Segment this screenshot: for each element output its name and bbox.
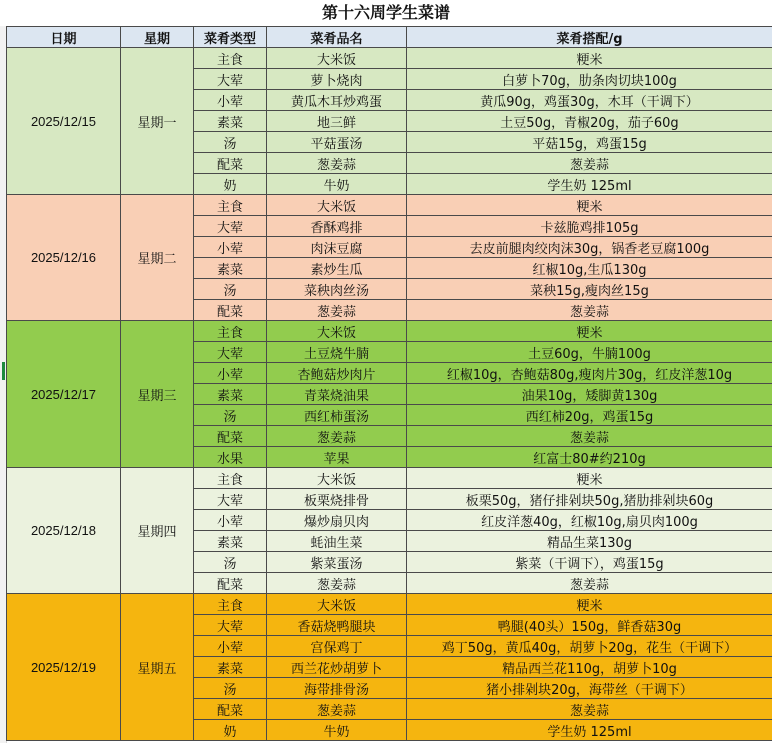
dish-name-cell[interactable]: 土豆烧牛腩 bbox=[267, 342, 407, 363]
dish-name-cell[interactable]: 牛奶 bbox=[267, 174, 407, 195]
dish-name-cell[interactable]: 黄瓜木耳炒鸡蛋 bbox=[267, 90, 407, 111]
ingredients-cell[interactable]: 红椒10g，杏鲍菇80g,瘦肉片30g，红皮洋葱10g bbox=[407, 363, 772, 384]
ingredients-cell[interactable]: 鸡丁50g，黄瓜40g，胡萝卜20g，花生（干调下） bbox=[407, 636, 772, 657]
dish-type-cell[interactable]: 大荤 bbox=[194, 615, 267, 636]
ingredients-cell[interactable]: 粳米 bbox=[407, 195, 772, 216]
dish-name-cell[interactable]: 地三鲜 bbox=[267, 111, 407, 132]
header-date[interactable]: 日期 bbox=[7, 27, 121, 48]
dish-name-cell[interactable]: 大米饭 bbox=[267, 48, 407, 69]
dish-name-cell[interactable]: 葱姜蒜 bbox=[267, 300, 407, 321]
dish-name-cell[interactable]: 大米饭 bbox=[267, 321, 407, 342]
table-row bbox=[7, 195, 772, 216]
ingredients-cell[interactable]: 鸭腿(40头）150g，鲜香菇30g bbox=[407, 615, 772, 636]
dish-name-cell[interactable]: 苹果 bbox=[267, 447, 407, 468]
ingredients-cell[interactable]: 红富士80#约210g bbox=[407, 447, 772, 468]
menu-table bbox=[6, 26, 772, 741]
date-cell[interactable]: 2025/12/17 bbox=[7, 321, 121, 468]
dish-name-cell[interactable]: 杏鲍菇炒肉片 bbox=[267, 363, 407, 384]
dish-type-cell[interactable]: 配菜 bbox=[194, 699, 267, 720]
dish-name-cell[interactable]: 肉沫豆腐 bbox=[267, 237, 407, 258]
dish-type-cell[interactable]: 奶 bbox=[194, 720, 267, 741]
ingredients-cell[interactable]: 学生奶 125ml bbox=[407, 174, 772, 195]
dish-type-cell[interactable]: 素菜 bbox=[194, 531, 267, 552]
ingredients-cell[interactable]: 精品西兰花110g，胡萝卜10g bbox=[407, 657, 772, 678]
ingredients-cell[interactable]: 菜秧15g,瘦肉丝15g bbox=[407, 279, 772, 300]
dish-type-cell[interactable]: 汤 bbox=[194, 405, 267, 426]
ingredients-cell[interactable]: 红皮洋葱40g，红椒10g,扇贝肉100g bbox=[407, 510, 772, 531]
dish-name-cell[interactable]: 宫保鸡丁 bbox=[267, 636, 407, 657]
dish-type-cell[interactable]: 主食 bbox=[194, 48, 267, 69]
header-dish-type[interactable]: 菜肴类型 bbox=[194, 27, 267, 48]
header-weekday[interactable]: 星期 bbox=[121, 27, 194, 48]
dish-name-cell[interactable]: 素炒生瓜 bbox=[267, 258, 407, 279]
dish-type-cell[interactable]: 水果 bbox=[194, 447, 267, 468]
ingredients-cell[interactable]: 粳米 bbox=[407, 594, 772, 615]
dish-type-cell[interactable]: 大荤 bbox=[194, 489, 267, 510]
ingredients-cell[interactable]: 白萝卜70g，肋条肉切块100g bbox=[407, 69, 772, 90]
dish-name-cell[interactable]: 葱姜蒜 bbox=[267, 573, 407, 594]
dish-name-cell[interactable]: 葱姜蒜 bbox=[267, 699, 407, 720]
ingredients-cell[interactable]: 平菇15g，鸡蛋15g bbox=[407, 132, 772, 153]
dish-name-cell[interactable]: 大米饭 bbox=[267, 594, 407, 615]
dish-type-cell[interactable]: 主食 bbox=[194, 594, 267, 615]
dish-type-cell[interactable]: 汤 bbox=[194, 132, 267, 153]
table-row bbox=[7, 48, 772, 69]
menu-body bbox=[7, 48, 772, 741]
ingredients-cell[interactable]: 葱姜蒜 bbox=[407, 573, 772, 594]
ingredients-cell[interactable]: 粳米 bbox=[407, 468, 772, 489]
ingredients-cell[interactable]: 粳米 bbox=[407, 48, 772, 69]
dish-name-cell[interactable]: 青菜烧油果 bbox=[267, 384, 407, 405]
dish-type-cell[interactable]: 主食 bbox=[194, 195, 267, 216]
ingredients-cell[interactable]: 葱姜蒜 bbox=[407, 300, 772, 321]
dish-type-cell[interactable]: 素菜 bbox=[194, 384, 267, 405]
ingredients-cell[interactable]: 油果10g，矮脚黄130g bbox=[407, 384, 772, 405]
dish-name-cell[interactable]: 香酥鸡排 bbox=[267, 216, 407, 237]
ingredients-cell[interactable]: 板栗50g，猪仔排剁块50g,猪肋排剁块60g bbox=[407, 489, 772, 510]
ingredients-cell[interactable]: 精品生菜130g bbox=[407, 531, 772, 552]
dish-name-cell[interactable]: 爆炒扇贝肉 bbox=[267, 510, 407, 531]
ingredients-cell[interactable]: 紫菜（干调下），鸡蛋15g bbox=[407, 552, 772, 573]
dish-type-cell[interactable]: 小荤 bbox=[194, 363, 267, 384]
ingredients-cell[interactable]: 土豆60g，牛腩100g bbox=[407, 342, 772, 363]
dish-name-cell[interactable]: 牛奶 bbox=[267, 720, 407, 741]
dish-name-cell[interactable]: 葱姜蒜 bbox=[267, 153, 407, 174]
dish-name-cell[interactable]: 西红柿蛋汤 bbox=[267, 405, 407, 426]
date-cell[interactable]: 2025/12/15 bbox=[7, 48, 121, 195]
dish-name-cell[interactable]: 葱姜蒜 bbox=[267, 426, 407, 447]
dish-name-cell[interactable]: 蚝油生菜 bbox=[267, 531, 407, 552]
date-cell[interactable]: 2025/12/16 bbox=[7, 195, 121, 321]
ingredients-cell[interactable]: 西红柿20g，鸡蛋15g bbox=[407, 405, 772, 426]
dish-type-cell[interactable]: 小荤 bbox=[194, 237, 267, 258]
ingredients-cell[interactable]: 葱姜蒜 bbox=[407, 699, 772, 720]
ingredients-cell[interactable]: 猪小排剁块20g，海带丝（干调下） bbox=[407, 678, 772, 699]
weekday-cell[interactable]: 星期一 bbox=[121, 48, 194, 195]
dish-type-cell[interactable]: 大荤 bbox=[194, 216, 267, 237]
dish-type-cell[interactable]: 小荤 bbox=[194, 636, 267, 657]
dish-name-cell[interactable]: 大米饭 bbox=[267, 195, 407, 216]
weekday-cell[interactable]: 星期五 bbox=[121, 594, 194, 741]
date-cell[interactable]: 2025/12/18 bbox=[7, 468, 121, 594]
dish-type-cell[interactable]: 小荤 bbox=[194, 90, 267, 111]
dish-name-cell[interactable]: 板栗烧排骨 bbox=[267, 489, 407, 510]
dish-name-cell[interactable]: 西兰花炒胡萝卜 bbox=[267, 657, 407, 678]
dish-name-cell[interactable]: 大米饭 bbox=[267, 468, 407, 489]
dish-type-cell[interactable]: 汤 bbox=[194, 552, 267, 573]
dish-type-cell[interactable]: 素菜 bbox=[194, 657, 267, 678]
dish-type-cell[interactable]: 奶 bbox=[194, 174, 267, 195]
table-row bbox=[7, 321, 772, 342]
dish-type-cell[interactable]: 大荤 bbox=[194, 342, 267, 363]
dish-type-cell[interactable]: 主食 bbox=[194, 321, 267, 342]
dish-type-cell[interactable]: 素菜 bbox=[194, 111, 267, 132]
header-ingredients[interactable]: 菜肴搭配/g bbox=[407, 27, 772, 48]
selection-marker bbox=[2, 362, 5, 380]
dish-type-cell[interactable]: 小荤 bbox=[194, 510, 267, 531]
dish-type-cell[interactable]: 汤 bbox=[194, 678, 267, 699]
dish-name-cell[interactable]: 香菇烧鸭腿块 bbox=[267, 615, 407, 636]
dish-type-cell[interactable]: 配菜 bbox=[194, 426, 267, 447]
dish-type-cell[interactable]: 素菜 bbox=[194, 258, 267, 279]
dish-type-cell[interactable]: 汤 bbox=[194, 279, 267, 300]
weekday-cell[interactable]: 星期四 bbox=[121, 468, 194, 594]
table-row bbox=[7, 468, 772, 489]
dish-type-cell[interactable]: 配菜 bbox=[194, 300, 267, 321]
ingredients-cell[interactable]: 葱姜蒜 bbox=[407, 153, 772, 174]
dish-name-cell[interactable]: 平菇蛋汤 bbox=[267, 132, 407, 153]
sheet-title: 第十六周学生菜谱 bbox=[321, 3, 450, 22]
ingredients-cell[interactable]: 卡兹脆鸡排105g bbox=[407, 216, 772, 237]
ingredients-cell[interactable]: 去皮前腿肉绞肉沫30g，锅香老豆腐100g bbox=[407, 237, 772, 258]
table-row bbox=[7, 594, 772, 615]
ingredients-cell[interactable]: 学生奶 125ml bbox=[407, 720, 772, 741]
dish-name-cell[interactable]: 紫菜蛋汤 bbox=[267, 552, 407, 573]
date-cell[interactable]: 2025/12/19 bbox=[7, 594, 121, 741]
ingredients-cell[interactable]: 葱姜蒜 bbox=[407, 426, 772, 447]
weekday-cell[interactable]: 星期二 bbox=[121, 195, 194, 321]
dish-name-cell[interactable]: 萝卜烧肉 bbox=[267, 69, 407, 90]
ingredients-cell[interactable]: 粳米 bbox=[407, 321, 772, 342]
dish-type-cell[interactable]: 大荤 bbox=[194, 69, 267, 90]
dish-type-cell[interactable]: 配菜 bbox=[194, 573, 267, 594]
ingredients-cell[interactable]: 土豆50g，青椒20g，茄子60g bbox=[407, 111, 772, 132]
ingredients-cell[interactable]: 红椒10g,生瓜130g bbox=[407, 258, 772, 279]
weekday-cell[interactable]: 星期三 bbox=[121, 321, 194, 468]
header-row bbox=[7, 27, 772, 48]
dish-type-cell[interactable]: 配菜 bbox=[194, 153, 267, 174]
dish-name-cell[interactable]: 海带排骨汤 bbox=[267, 678, 407, 699]
header-dish-name[interactable]: 菜肴品名 bbox=[267, 27, 407, 48]
ingredients-cell[interactable]: 黄瓜90g，鸡蛋30g，木耳（干调下） bbox=[407, 90, 772, 111]
dish-name-cell[interactable]: 菜秧肉丝汤 bbox=[267, 279, 407, 300]
dish-type-cell[interactable]: 主食 bbox=[194, 468, 267, 489]
